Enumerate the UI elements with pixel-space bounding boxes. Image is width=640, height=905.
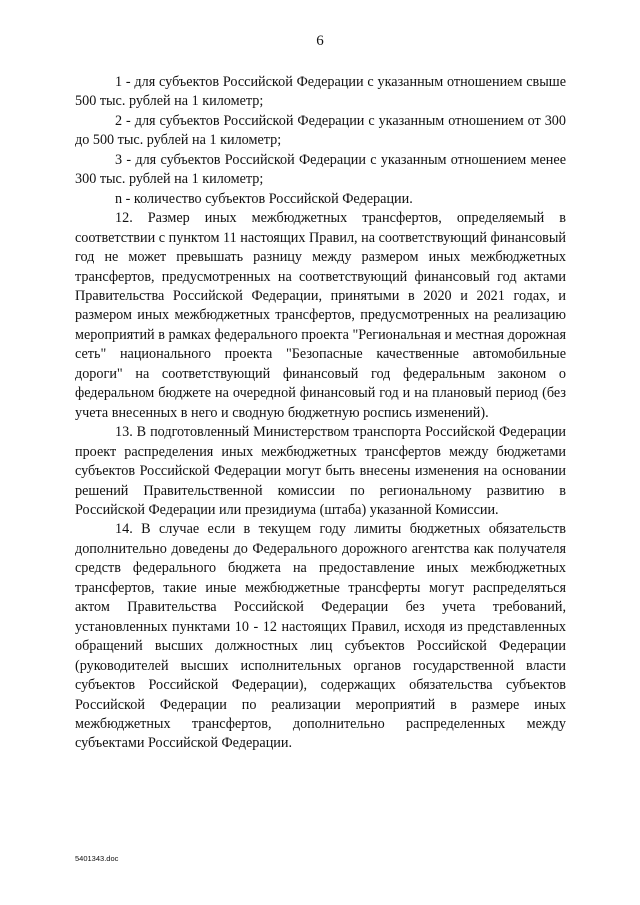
paragraph-2: 2 - для субъектов Российской Федерации с указанным отношением от 300 до 500 тыс. рублей на 1 километр; (75, 112, 566, 149)
paragraph-6: 13. В подготовленный Министерством транспорта Российской Федерации проект распределения иных межбюджетных трансфертов между бюджетами субъектов Российской Федерации могут быть внесены изменения на основании решений Правительственной комиссии по региональному развитию в Российской Федерации или президиума (штаба) указанной Комиссии. (75, 424, 566, 518)
paragraph-5: 12. Размер иных межбюджетных трансфертов, определяемый в соответствии с пунктом 11 настоящих Правил, на соответствующий финансовый год не может превышать разницу между размером иных межбюджетных трансфертов, предусмотренных на соответствующий финансовый год актами Правительства Российской Федерации, принятыми в 2020 и 2021 годах, и размером иных межбюджетных трансфертов, предусмотренных на реализацию мероприятий в рамках федерального проекта "Региональная и местная дорожная сеть" национального проекта "Безопасные качественные автомобильные дороги" на соответствующий финансовый год федеральным законом о федеральном бюджете на очередной финансовый год и на плановый период (без учета внесенных в него и сводную бюджетную роспись изменений). (75, 210, 566, 421)
document-body (75, 73, 566, 754)
paragraph-7: 14. В случае если в текущем году лимиты бюджетных обязательств дополнительно доведены до Федерального дорожного агентства как получателя средств федерального бюджета на предоставление иных межбюджетных трансфертов, такие иные межбюджетные трансферты могут распределяться актом Правительства Российской Федерации без учета требований, установленных пунктами 10 - 12 настоящих Правил, исходя из представленных обращений высших должностных лиц субъектов Российской Федерации (руководителей высших исполнительных органов государственной власти субъектов Российской Федерации), содержащих обязательства субъектов Российской Федерации по реализации мероприятий в размере иных межбюджетных трансфертов, дополнительно распределенных между субъектами Российской Федерации. (75, 521, 566, 752)
page-number: 6 (316, 33, 324, 49)
footer-file-code: 5401343.doc (75, 854, 119, 863)
paragraph-4: n - количество субъектов Российской Федерации. (115, 190, 413, 207)
paragraph-1: 1 - для субъектов Российской Федерации с указанным отношением свыше 500 тыс. рублей на 1 километр; (75, 74, 566, 110)
paragraph-3: 3 - для субъектов Российской Федерации с указанным отношением менее 300 тыс. рублей на 1 километр; (75, 151, 566, 188)
